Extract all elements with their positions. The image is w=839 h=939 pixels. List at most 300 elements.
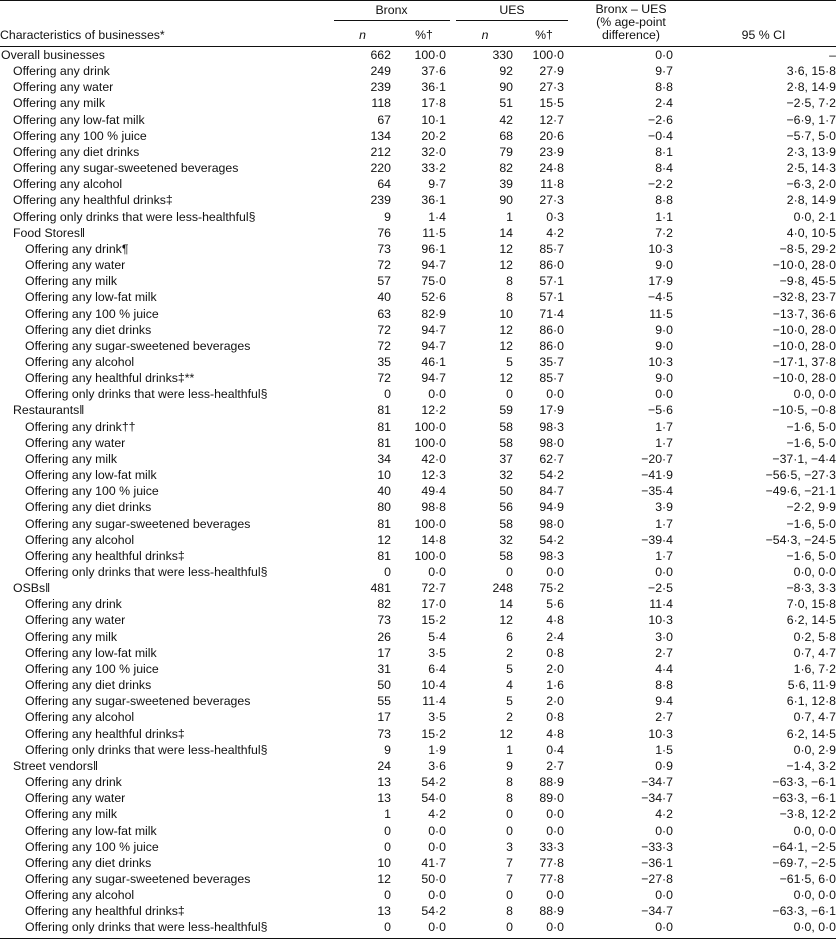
ues-pct: 15·5 [539, 96, 564, 111]
table-row [0, 241, 836, 257]
confidence-interval: −56·5, −27·3 [765, 468, 836, 483]
ues-n: 12 [499, 241, 513, 256]
ues-pct: 0·8 [546, 645, 564, 660]
bronx-pct: 96·1 [421, 241, 446, 256]
difference: 0·0 [655, 888, 673, 903]
row-label: Offering only drinks that were less-healthful§ [13, 209, 256, 224]
bronx-pct: 54·2 [421, 775, 446, 790]
table-row [0, 322, 836, 338]
confidence-interval: 2·8, 14·9 [786, 80, 836, 95]
ues-pct: 54·2 [539, 468, 564, 483]
bronx-n: 9 [384, 209, 391, 224]
difference: 0·9 [655, 758, 673, 773]
table-row [0, 176, 836, 192]
confidence-interval: −5·7, 5·0 [786, 128, 836, 143]
row-label: Offering any alcohol [25, 888, 135, 903]
difference: 0·0 [655, 823, 673, 838]
row-label: Offering any 100 % juice [25, 839, 159, 854]
confidence-interval: −17·1, 37·8 [772, 354, 836, 369]
ues-n: 8 [506, 775, 513, 790]
confidence-interval: −6·3, 2·0 [786, 177, 836, 192]
ues-n: 0 [506, 387, 513, 402]
ues-n: 8 [506, 904, 513, 919]
bronx-pct: 10·1 [421, 112, 446, 127]
bronx-n: 81 [377, 516, 391, 531]
diff-line-2: (% age-point [596, 14, 666, 29]
difference: 1·7 [655, 516, 673, 531]
difference: −34·7 [641, 775, 673, 790]
confidence-interval: −8·3, 3·3 [786, 581, 836, 596]
bronx-pct: 0·0 [428, 565, 446, 579]
table-row [0, 709, 836, 725]
table-row [0, 677, 836, 693]
bronx-pct: 50·0 [421, 871, 446, 886]
confidence-interval: 0·0, 2·9 [793, 742, 836, 757]
difference: −5·6 [648, 403, 673, 418]
row-label: Street vendors‖ [13, 758, 99, 773]
difference: 17·9 [648, 274, 673, 289]
confidence-interval: −1·6, 5·0 [786, 419, 836, 434]
ues-pct: 0·0 [546, 565, 564, 579]
difference: 1·1 [655, 209, 673, 224]
ues-pct: 57·1 [539, 274, 564, 289]
ues-pct: 0·4 [546, 742, 564, 757]
bronx-pct: 0·0 [428, 839, 446, 854]
bronx-pct: 10·4 [421, 678, 446, 693]
table-row [0, 257, 836, 273]
bronx-n: 10 [377, 855, 391, 870]
confidence-interval: 0·7, 4·7 [793, 645, 836, 660]
difference: 11·5 [649, 306, 673, 321]
bronx-pct: 11·4 [422, 694, 446, 709]
ues-n: 59 [499, 403, 513, 418]
confidence-interval: −10·5, −0·8 [772, 403, 836, 418]
confidence-interval: −63·3, −6·1 [772, 904, 836, 919]
confidence-interval: −2·2, 9·9 [786, 500, 836, 515]
bronx-n: 134 [370, 128, 391, 143]
row-label: Offering any sugar-sweetened beverages [25, 871, 251, 886]
row-label: Offering any drink†† [25, 419, 136, 434]
bronx-pct: 5·4 [428, 629, 446, 644]
confidence-interval: 0·0, 0·0 [793, 823, 836, 838]
confidence-interval: −1·6, 5·0 [786, 516, 836, 531]
bronx-pct: 17·8 [421, 96, 446, 111]
table-row [0, 79, 836, 95]
bronx-n: 40 [377, 290, 391, 305]
bronx-n: 212 [370, 144, 391, 159]
ues-pct: 57·1 [539, 290, 564, 305]
difference: −39·4 [641, 532, 673, 547]
bronx-pct: 94·7 [421, 338, 446, 353]
table-row [0, 806, 836, 822]
difference: 1·7 [655, 419, 673, 434]
row-label: Offering any water [25, 258, 126, 273]
bronx-pct: 37·6 [421, 64, 446, 79]
bronx-n: 73 [377, 726, 391, 741]
confidence-interval: −69·7, −2·5 [772, 855, 836, 870]
bronx-pct: 12·2 [421, 403, 446, 418]
ues-pct: 4·8 [546, 613, 564, 628]
difference: 8·8 [655, 678, 673, 693]
confidence-interval: −3·8, 12·2 [779, 807, 836, 822]
difference: 8·8 [655, 193, 673, 208]
table-row [0, 645, 836, 661]
confidence-interval: 1·6, 7·2 [793, 661, 836, 676]
header-ues-pct: %† [517, 21, 571, 47]
bronx-pct: 100·0 [414, 419, 446, 434]
table-row [0, 451, 836, 467]
ues-n: 12 [499, 338, 513, 353]
table-row [0, 112, 836, 128]
row-label: Offering any healthful drinks‡ [13, 193, 173, 208]
row-label: Offering any 100 % juice [25, 661, 159, 676]
table-row [0, 839, 836, 855]
ues-pct: 2·0 [546, 694, 564, 709]
ues-pct: 33·3 [539, 839, 564, 854]
ues-n: 12 [499, 726, 513, 741]
bronx-n: 72 [377, 322, 391, 337]
bronx-pct: 3·5 [428, 710, 446, 725]
ues-pct: 86·0 [539, 258, 564, 273]
difference: 9·7 [655, 64, 673, 79]
bronx-n: 0 [384, 387, 391, 402]
ues-pct: 2·4 [546, 629, 564, 644]
table-row [0, 209, 836, 225]
row-label: Offering any diet drinks [25, 678, 152, 693]
ues-pct: 23·9 [539, 144, 564, 159]
bronx-n: 72 [377, 258, 391, 273]
ues-n: 37 [499, 451, 513, 466]
ues-pct: 0·3 [546, 209, 564, 224]
row-label: Food Stores‖ [13, 225, 86, 240]
bronx-pct: 11·5 [422, 225, 446, 240]
bronx-n: 72 [377, 338, 391, 353]
ues-pct: 98·0 [539, 435, 564, 450]
ues-n: 50 [499, 484, 513, 499]
ues-pct: 27·3 [539, 80, 564, 95]
table-row [0, 435, 836, 451]
difference: −33·3 [641, 839, 673, 854]
ues-n: 8 [506, 290, 513, 305]
ues-n: 90 [499, 80, 513, 95]
difference: 2·4 [655, 96, 673, 111]
table-row [0, 774, 836, 790]
bronx-pct: 49·4 [421, 484, 446, 499]
confidence-interval: −61·5, 6·0 [779, 871, 836, 886]
row-label: Offering any alcohol [25, 532, 135, 547]
bronx-pct: 54·2 [421, 904, 446, 919]
header-ues-n: n [453, 21, 517, 47]
table-row [0, 386, 836, 402]
ues-n: 5 [506, 661, 513, 676]
ues-n: 8 [506, 791, 513, 806]
ues-n: 2 [506, 710, 513, 725]
ues-n: 58 [499, 419, 513, 434]
bronx-pct: 52·6 [421, 290, 446, 305]
bronx-pct: 98·8 [421, 500, 446, 515]
bronx-pct: 0·0 [428, 823, 446, 838]
difference: −0·4 [648, 128, 673, 143]
row-label: Offering any healthful drinks‡ [25, 726, 185, 741]
difference: 1·7 [655, 435, 673, 450]
confidence-interval: −1·4, 3·2 [786, 758, 836, 773]
ues-n: 7 [506, 855, 513, 870]
bronx-n: 55 [377, 694, 391, 709]
table-row [0, 629, 836, 645]
header-characteristics: Characteristics of businesses* [0, 21, 330, 47]
bronx-n: 17 [377, 645, 391, 660]
confidence-interval: 0·2, 5·8 [793, 629, 836, 644]
ues-n: 82 [499, 161, 513, 176]
table-row [0, 903, 836, 919]
bronx-n: 81 [377, 419, 391, 434]
bronx-pct: 1·9 [428, 742, 446, 757]
group-ues-label: UES [456, 2, 568, 21]
row-label: Offering any sugar-sweetened beverages [13, 161, 239, 176]
bronx-pct: 32·0 [421, 144, 446, 159]
confidence-interval: 6·2, 14·5 [786, 613, 836, 628]
bronx-pct: 94·7 [421, 258, 446, 273]
row-label: Offering any drink [13, 64, 110, 79]
difference: 2·7 [655, 645, 673, 660]
ues-n: 0 [506, 565, 513, 579]
bronx-n: 31 [377, 661, 391, 676]
bronx-n: 67 [377, 112, 391, 127]
header-ci: 95 % CI [691, 1, 836, 47]
table-row [0, 516, 836, 532]
ues-pct: 17·9 [539, 403, 564, 418]
bronx-n: 13 [377, 775, 391, 790]
bronx-pct: 46·1 [421, 354, 446, 369]
confidence-interval: 0·0, 0·0 [691, 919, 836, 938]
row-label: Overall businesses [1, 48, 105, 62]
ues-pct: 98·3 [539, 419, 564, 434]
ues-n: 12 [499, 258, 513, 273]
ues-pct: 0·0 [546, 387, 564, 402]
bronx-n: 12 [377, 532, 391, 547]
row-label: Offering any healthful drinks‡** [25, 371, 195, 386]
bronx-n: 13 [377, 791, 391, 806]
confidence-interval: −63·3, −6·1 [772, 791, 836, 806]
ues-n: 68 [499, 128, 513, 143]
row-label: Offering any healthful drinks‡ [25, 904, 185, 919]
confidence-interval: 2·5, 14·3 [786, 161, 836, 176]
ues-pct: 0·8 [546, 710, 564, 725]
ues-n: 32 [499, 532, 513, 547]
table-row [0, 742, 836, 758]
confidence-interval: 0·0, 0·0 [793, 565, 836, 579]
bronx-pct: 75·0 [421, 274, 446, 289]
bronx-n: 35 [377, 354, 391, 369]
table-row [0, 289, 836, 305]
confidence-interval: −10·0, 28·0 [772, 322, 836, 337]
bronx-pct: 36·1 [421, 80, 446, 95]
row-label: Offering any low-fat milk [25, 290, 157, 305]
table-row [0, 580, 836, 596]
difference: 9·0 [655, 371, 673, 386]
bronx-n: 73 [377, 241, 391, 256]
bronx-pct: 3·6 [428, 758, 446, 773]
row-label: Offering only drinks that were less-healthful§ [25, 565, 268, 579]
bronx-pct: 54·0 [421, 791, 446, 806]
row-label: Offering any drink [25, 775, 122, 790]
bronx-n: 40 [377, 484, 391, 499]
difference: 0·0 [655, 565, 673, 579]
table-row [0, 548, 836, 564]
ues-n: 32 [499, 468, 513, 483]
bronx-n: 57 [377, 274, 391, 289]
table-row [0, 192, 836, 208]
ues-n: 8 [506, 274, 513, 289]
confidence-interval: 2·3, 13·9 [786, 144, 836, 159]
table-row [0, 306, 836, 322]
bronx-pct: 100·0 [414, 435, 446, 450]
difference: 0·0 [655, 387, 673, 402]
bronx-n: 0 [384, 823, 391, 838]
row-label: Offering any diet drinks [13, 144, 140, 159]
confidence-interval: 0·7, 4·7 [793, 710, 836, 725]
table-row [0, 612, 836, 628]
bronx-n: 0 [384, 839, 391, 854]
bronx-n: 1 [384, 807, 391, 822]
table-row [0, 887, 836, 903]
difference: 10·3 [648, 241, 673, 256]
confidence-interval: −32·8, 23·7 [772, 290, 836, 305]
ues-pct: 4·2 [546, 225, 564, 240]
table-row [0, 790, 836, 806]
bronx-pct: 0·0 [428, 888, 446, 903]
ues-n: 1 [506, 742, 513, 757]
difference: −4·5 [648, 290, 673, 305]
bronx-pct: 94·7 [421, 371, 446, 386]
confidence-interval: 0·0, 2·1 [793, 209, 836, 224]
difference: 9·0 [655, 258, 673, 273]
ues-n: 9 [506, 758, 513, 773]
header-spacer [0, 1, 330, 21]
ues-pct: 85·7 [539, 241, 564, 256]
table-row [0, 63, 836, 79]
bronx-pct: 20·2 [421, 128, 446, 143]
bronx-n: 0 [384, 888, 391, 903]
bronx-n: 13 [377, 904, 391, 919]
bronx-n: 239 [370, 80, 391, 95]
ues-n: 0 [506, 888, 513, 903]
bronx-pct: 72·7 [421, 581, 446, 596]
bronx-n: 50 [377, 678, 391, 693]
row-label: Offering any 100 % juice [25, 484, 159, 499]
row-label: Offering any drink [25, 597, 122, 612]
table-row [0, 225, 836, 241]
table-row [0, 483, 836, 499]
difference: −20·7 [641, 451, 673, 466]
difference: 1·5 [655, 742, 673, 757]
ues-n: 12 [499, 613, 513, 628]
difference: 3·9 [655, 500, 673, 515]
difference: 2·7 [655, 710, 673, 725]
ues-n: 58 [499, 548, 513, 563]
header-group-ues [453, 1, 571, 21]
bronx-n: 63 [377, 306, 391, 321]
bronx-pct: 100·0 [414, 516, 446, 531]
table-row [0, 160, 836, 176]
difference: −2·5 [648, 581, 673, 596]
row-label: Offering any milk [25, 451, 118, 466]
table-row [0, 338, 836, 354]
bronx-pct: 15·2 [421, 613, 446, 628]
ues-pct: 77·8 [539, 871, 564, 886]
table-row [0, 726, 836, 742]
row-label: OSBs‖ [13, 581, 51, 596]
ues-pct: 71·4 [539, 306, 564, 321]
confidence-interval: – [829, 48, 836, 62]
confidence-interval: −1·6, 5·0 [786, 548, 836, 563]
difference: 3·0 [655, 629, 673, 644]
row-label: Offering only drinks that were less-healthful§ [0, 919, 330, 938]
ues-pct: 89·0 [539, 791, 564, 806]
ues-pct: 27·9 [539, 64, 564, 79]
row-label: Offering any milk [25, 807, 118, 822]
ues-pct: 24·8 [539, 161, 564, 176]
table-row [0, 128, 836, 144]
ues-pct: 100·0 [532, 48, 564, 62]
difference: −36·1 [641, 855, 673, 870]
difference: 0·0 [571, 919, 691, 938]
bronx-pct: 94·7 [421, 322, 446, 337]
table-row [0, 47, 836, 64]
bronx-pct: 12·3 [421, 468, 446, 483]
row-label: Offering any water [13, 80, 114, 95]
bronx-pct: 0·0 [395, 919, 453, 938]
row-label: Offering any low-fat milk [25, 645, 157, 660]
diff-line-3: difference) [602, 27, 660, 42]
row-label: Offering any 100 % juice [13, 128, 147, 143]
ues-n: 51 [499, 96, 513, 111]
table-row [0, 402, 836, 418]
row-label: Offering any drink¶ [25, 241, 129, 256]
row-label: Offering any water [25, 435, 126, 450]
confidence-interval: 0·0, 0·0 [793, 387, 836, 402]
table-row [0, 661, 836, 677]
difference: 7·2 [655, 225, 673, 240]
ues-pct: 4·8 [546, 726, 564, 741]
ues-pct: 20·6 [539, 128, 564, 143]
bronx-n: 220 [370, 161, 391, 176]
bronx-n: 73 [377, 613, 391, 628]
ues-pct: 2·7 [546, 758, 564, 773]
row-label: Offering any sugar-sweetened beverages [25, 694, 251, 709]
bronx-pct: 100·0 [414, 548, 446, 563]
bronx-n: 662 [370, 48, 391, 62]
confidence-interval: −6·9, 1·7 [786, 112, 836, 127]
bronx-pct: 3·5 [428, 645, 446, 660]
bronx-n: 24 [377, 758, 391, 773]
confidence-interval: −37·1, −4·4 [772, 451, 836, 466]
ues-n: 79 [499, 144, 513, 159]
difference: −2·6 [648, 112, 673, 127]
confidence-interval: 5·6, 11·9 [787, 678, 836, 693]
ues-n: 92 [499, 64, 513, 79]
bronx-n: 10 [377, 468, 391, 483]
bronx-pct: 6·4 [428, 661, 446, 676]
bronx-pct: 41·7 [421, 855, 446, 870]
ues-n: 39 [499, 177, 513, 192]
ues-pct: 54·2 [539, 532, 564, 547]
difference: 9·4 [655, 694, 673, 709]
bronx-n: 17 [377, 710, 391, 725]
difference: −35·4 [641, 484, 673, 499]
row-label: Offering any sugar-sweetened beverages [25, 516, 251, 531]
confidence-interval: 2·8, 14·9 [786, 193, 836, 208]
